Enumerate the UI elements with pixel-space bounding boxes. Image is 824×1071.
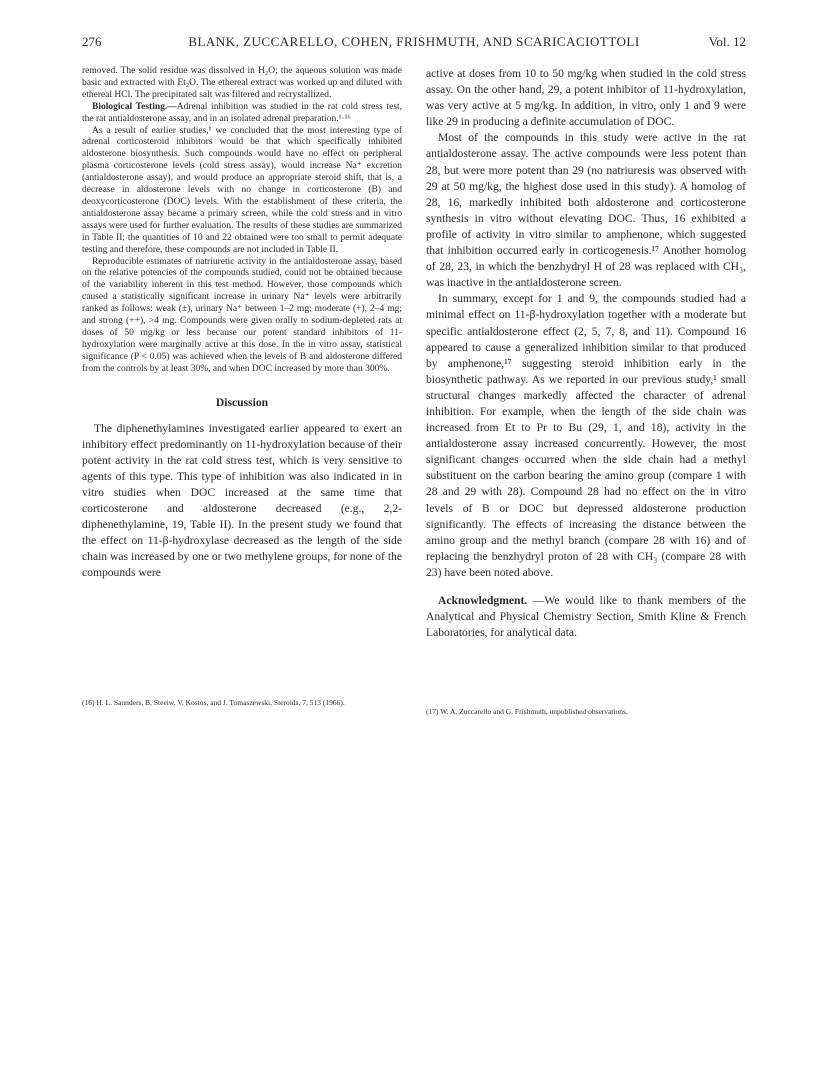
volume-label: Vol. 12 <box>708 34 746 49</box>
runin-heading-biological-testing: Biological Testing.— <box>92 101 177 112</box>
paragraph-biological-testing <box>82 102 402 126</box>
paragraph-natriuretic-activity: Reproducible estimates of natriuretic activity in the antialdosterone assay, based on the relative potencies of the compounds studied, could not be obtained because of the variability inherent in this test method. However, those compounds which caused a statistically significant increase in urinary Na⁺ levels were arbitrarily ranked as follows: weak (±), urinary Na⁺ between 1–2 mg; moderate (+), 2–4 mg; and strong (++), >4 mg. Compounds were given orally to sodium-depleted rats at doses of 50 mg/kg or less because our potent standard inhibitors of 11-hydroxylation were marginally active at this dose. In the in vitro assay, statistical significance (P < 0.05) was achieved when the levels of B and aldosterone differed from the controls by at least 30%, and when DOC increased by more than 300%. <box>82 256 402 374</box>
paragraph-discussion-1: The diphenethylamines investigated earlier appeared to exert an inhibitory effect predominantly on 11-hydroxylation because of their potent activity in the rat cold stress test, which is very sensitive to agents of this type. This type of inhibition was also indicated in in vitro studies when DOC increased at the same time that corticosterone and aldosterone decreased (e.g., 2,2-diphenethylamine, 19, Table II). In the present study we found that the effect on 11-β-hydroxylase decreased as the length of the side chain was increased by one or two methylene groups, for none of the compounds were <box>82 421 402 580</box>
paragraph-discussion-continued: active at doses from 10 to 50 mg/kg when studied in the cold stress assay. On the other hand, 29, a potent inhibitor of 11-hydroxylation, was very active at 5 mg/kg. In addition, in vitro, only 1 and 9 were like 29 in producing a definite accumulation of DOC. <box>426 67 746 129</box>
paragraph-antialdosterone-results: Most of the compounds in this study were active in the rat antialdosterone assay. The active compounds were less potent than 28, but were more potent than 29 (no natriuresis was observed with 29 at 50 mg/kg, the highest dose used in this study). A homolog of 28, 16, markedly inhibited both aldosterone and corticosterone synthesis in vitro without elevating DOC. Thus, 16 exhibited a profile of activity in vitro similar to amphenone, which suggested that inhibition occurred early in corticogenesis.¹⁷ Another homolog of 28, 23, in which the benzhydryl H of 28 was replaced with CH₃, was inactive in the antialdosterone screen. <box>426 131 746 290</box>
right-column <box>426 66 746 641</box>
running-title-authors: BLANK, ZUCCARELLO, COHEN, FRISHMUTH, AND SCARICACIOTTOLI <box>188 34 640 49</box>
runin-heading-acknowledgment: Acknowledgment. <box>438 594 528 607</box>
paragraph-earlier-studies: As a result of earlier studies,¹ we concluded that the most interesting type of adrenal corticosteroid inhibitors would be that which specifically inhibited aldosterone biosynthesis. Such compounds would have no effect on peripheral plasma corticosterone levels (cold stress assay), would increase Na⁺ excretion (antialdosterone assay), and would produce an appropriate steroid shift, that is, a decrease in aldosterone levels with no change in corticosterone (B) and deoxycorticosterone (DOC) levels. With the establishment of these criteria, the antialdosterone assay became a primary screen, while the cold stress and in vitro assays were used for further evaluation. The results of these studies are summarized in Table II; the quantities of 10 and 22 obtained were too small to permit adequate testing and therefore, these compounds are not included in Table II. <box>82 125 402 255</box>
running-header <box>82 34 746 52</box>
left-column <box>82 66 402 582</box>
paragraph-summary: In summary, except for 1 and 9, the compounds studied had a minimal effect on 11-β-hydroxylation together with a moderate but specific antialdosterone effect (2, 5, 7, 8, and 11). Compound 16 appeared to cause a generalized inhibition similar to that produced by amphenone,¹⁷ suggesting steroid inhibition early in the biosynthetic pathway. As we reported in our previous study,¹ small structural changes markedly affected the character of adrenal inhibition. For example, when the length of the side chain was increased from Et to Pr to Bu (29, 1, and 18), activity in the antialdosterone assay increased concurrently. However, the most significant changes occurred when the side chain had a methyl substituent on the carbon bearing the amino group (compare 1 with 28 and 29 with 28). Compound 28 had no effect on the in vitro levels of B or DOC but depressed aldosterone production significantly. The effects of increasing the distance between the amino group and the methyl branch (compare 28 with 16) and of replacing the benzhydryl proton of 28 with CH₃ (compare 28 with 23) have been noted above. <box>426 292 746 579</box>
section-heading-discussion: Discussion <box>215 395 269 409</box>
footnote-17: (17) W. A. Zuccarello and G. Frishmuth, unpublished observations. <box>426 707 628 716</box>
page-number: 276 <box>82 34 102 49</box>
paragraph-experimental-end: removed. The solid residue was dissolved in H₂O; the aqueous solution was made basic and extracted with Et₂O. The ethereal extract was worked up and diluted with ethereal HCl. The precipitated salt was filtered and recrystallized. <box>82 66 402 100</box>
acknowledgment-text: —We would like to thank members of the Analytical and Physical Chemistry Section, Smith Kline & French Laboratories, for analytical data. <box>426 594 746 640</box>
biological-testing-text: Adrenal inhibition was studied in the rat cold stress test, the rat antialdosterone assay, and in an isolated adrenal preparation.¹·¹⁶ <box>82 101 402 124</box>
paragraph-acknowledgment <box>426 593 746 641</box>
footnote-16: (16) H. L. Saunders, B. Steeiw, V. Kostos, and J. Tomaszewski, Steroids, 7, 513 (1966). <box>82 698 345 707</box>
